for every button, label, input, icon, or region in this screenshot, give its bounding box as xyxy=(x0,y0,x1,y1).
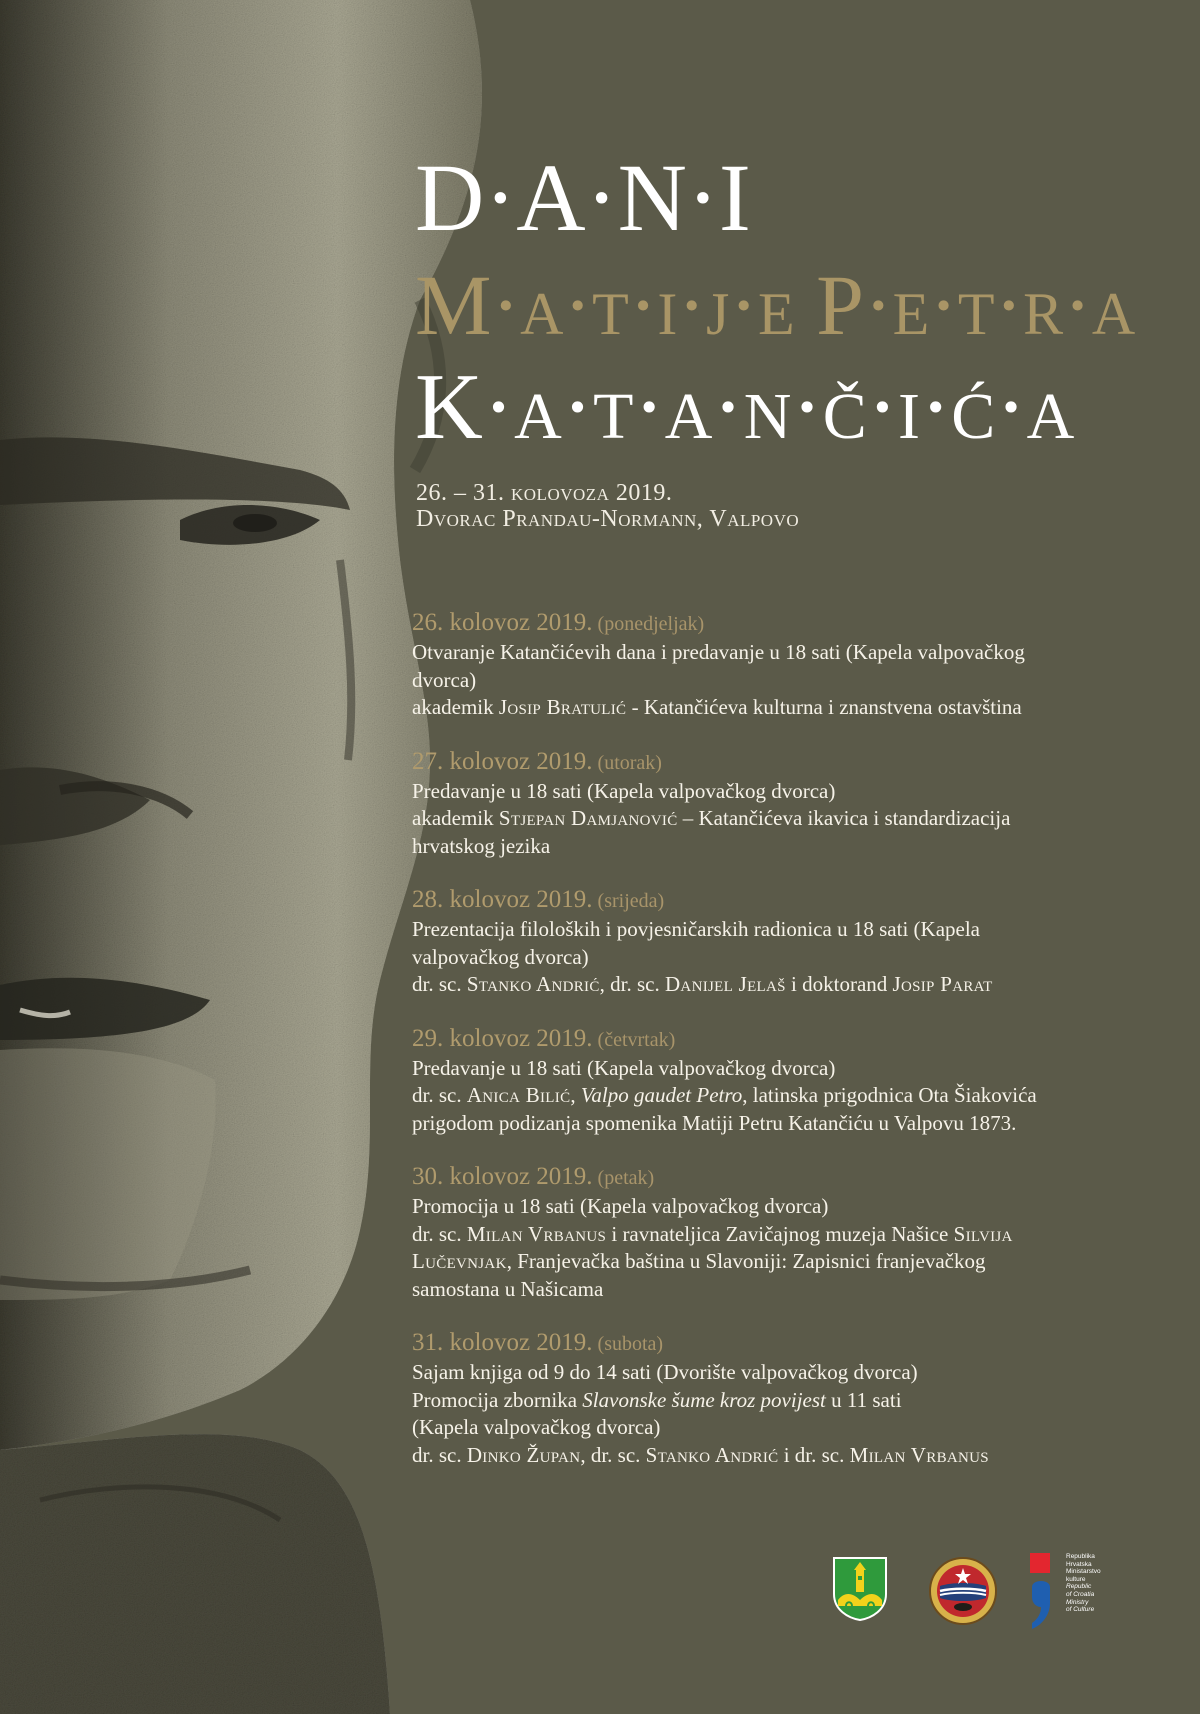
program-text: , dr. sc. xyxy=(599,972,665,996)
speaker-name: Danijel Jelaš xyxy=(664,972,786,996)
ministry-text-line: Ministarstvo xyxy=(1066,1568,1101,1576)
county-seal-icon xyxy=(928,1556,998,1626)
program-line xyxy=(412,778,1172,806)
book-title: Valpo gaudet Petro xyxy=(580,1083,743,1107)
program-text: samostana u Našicama xyxy=(412,1276,604,1301)
program-text: i dr. sc. xyxy=(778,1442,850,1467)
speaker-name: Silvija xyxy=(953,1221,1013,1246)
program-text: Promocija u 18 sati (Kapela valpovačkog dvorca) xyxy=(412,1194,829,1218)
day-weekday: (srijeda) xyxy=(592,890,665,912)
speaker-name: Josip Bratulić xyxy=(498,695,627,719)
speaker-name: Dinko Župan xyxy=(466,1442,581,1467)
program-text: Predavanje u 18 sati (Kapela valpovačkog dvorca) xyxy=(412,778,836,803)
program-line xyxy=(412,1221,1172,1249)
program-text: akademik xyxy=(412,806,499,830)
program-text: , latinska prigodnica Ota Šiakovića xyxy=(742,1083,1037,1107)
day-date: 26. kolovoz 2019. xyxy=(412,609,593,636)
program-text: , dr. sc. xyxy=(580,1442,646,1467)
speaker-name: Stanko Andrić xyxy=(645,1442,779,1467)
program-text: prigodom podizanja spomenika Matiji Petru Katančiću u Valpovu 1873. xyxy=(412,1110,1017,1135)
ministry-of-culture-logo-icon xyxy=(1030,1553,1060,1633)
day-date: 29. kolovoz 2019. xyxy=(412,1024,593,1052)
day-heading xyxy=(412,608,1172,639)
title-dani: D·A·N·I xyxy=(415,144,751,251)
venue: Dvorac Prandau-Normann, Valpovo xyxy=(416,506,800,532)
program-line xyxy=(412,1110,1172,1138)
program-day xyxy=(412,608,1172,722)
program-line xyxy=(412,1082,1172,1110)
program-text: hrvatskog jezika xyxy=(412,833,551,858)
speaker-name: Lučevnjak xyxy=(412,1249,507,1273)
program-line xyxy=(412,694,1172,722)
program-line xyxy=(412,971,1172,999)
program-line xyxy=(412,639,1172,667)
program-line xyxy=(412,833,1172,861)
program-text: Sajam knjiga od 9 do 14 sati (Dvorište valpovačkog dvorca) xyxy=(412,1360,918,1384)
day-heading xyxy=(412,1162,1172,1193)
program-text: u 11 sati xyxy=(825,1387,902,1412)
program-text: dr. sc. xyxy=(412,972,467,996)
day-heading xyxy=(412,1328,1172,1359)
program-text: (Kapela valpovačkog dvorca) xyxy=(412,1415,661,1439)
program-text: i doktorand xyxy=(785,972,893,996)
ministry-text-line: Ministry xyxy=(1066,1598,1089,1606)
program-line xyxy=(412,1276,1172,1304)
program-text: , xyxy=(570,1083,581,1107)
date-range: 26. – 31. kolovoza 2019. xyxy=(416,480,673,506)
day-date: 30. kolovoz 2019. xyxy=(412,1163,593,1190)
title-matije-petra: M·a·t·i·j·e P·e·t·r·a xyxy=(415,257,1136,353)
day-date: 27. kolovoz 2019. xyxy=(412,747,593,775)
day-heading xyxy=(412,1024,1172,1055)
program-day xyxy=(412,885,1172,999)
program-day xyxy=(412,747,1172,861)
program-list xyxy=(412,608,1172,1494)
program-day xyxy=(412,1162,1172,1303)
program-line xyxy=(412,916,1172,944)
ministry-text xyxy=(1066,1553,1136,1614)
ministry-text-line: Republic xyxy=(1066,1583,1092,1591)
day-weekday: (četvrtak) xyxy=(592,1028,676,1051)
ministry-text-line: Hrvatska xyxy=(1066,1560,1092,1568)
program-line xyxy=(412,805,1172,833)
program-text: Predavanje u 18 sati (Kapela valpovačkog dvorca) xyxy=(412,1055,836,1080)
program-text: akademik xyxy=(412,695,499,719)
speaker-name: Anica Bilić xyxy=(466,1083,571,1107)
program-text: , Franjevačka baština u Slavoniji: Zapisnici franjevačkog xyxy=(506,1249,986,1273)
day-date: 28. kolovoz 2019. xyxy=(412,886,593,913)
speaker-name: Stjepan Damjanović xyxy=(498,806,678,830)
day-weekday: (ponedjeljak) xyxy=(592,613,705,635)
program-line xyxy=(412,667,1172,695)
program-line xyxy=(412,1414,1172,1442)
program-line xyxy=(412,1193,1172,1221)
title-katancica: K·a·t·a·n·č·i·ć·a xyxy=(415,355,1075,459)
program-text: - Katančićeva kulturna i znanstvena ostavština xyxy=(626,695,1022,719)
day-weekday: (petak) xyxy=(592,1167,655,1189)
program-text: dr. sc. xyxy=(412,1221,467,1246)
ministry-text-line: kulture xyxy=(1066,1575,1086,1583)
program-line xyxy=(412,1387,1172,1415)
ministry-text-line: Republika xyxy=(1066,1553,1095,1560)
program-text: i ravnateljica Zavičajnog muzeja Našice xyxy=(606,1221,954,1246)
program-line xyxy=(412,1442,1172,1470)
speaker-name: Josip Parat xyxy=(892,972,993,996)
program-day xyxy=(412,1328,1172,1469)
program-day xyxy=(412,1024,1172,1138)
program-line xyxy=(412,1248,1172,1276)
program-text: dvorca) xyxy=(412,667,477,692)
program-text: dr. sc. xyxy=(412,1442,467,1467)
program-text: dr. sc. xyxy=(412,1083,467,1107)
program-text: – Katančićeva ikavica i standardizacija xyxy=(677,806,1011,830)
program-text: valpovačkog dvorca) xyxy=(412,944,589,969)
day-weekday: (subota) xyxy=(592,1333,664,1355)
day-heading xyxy=(412,747,1172,778)
valpovo-coat-of-arms-icon xyxy=(832,1556,888,1622)
book-title: Slavonske šume kroz povijest xyxy=(582,1387,826,1412)
program-line xyxy=(412,1359,1172,1387)
ministry-text-line: of Croatia xyxy=(1066,1590,1095,1598)
speaker-name: Stanko Andrić xyxy=(466,972,600,996)
speaker-name: Milan Vrbanus xyxy=(466,1221,607,1246)
ministry-text-line: of Culture xyxy=(1066,1606,1095,1614)
program-line xyxy=(412,944,1172,972)
day-heading xyxy=(412,885,1172,916)
speaker-name: Milan Vrbanus xyxy=(849,1442,989,1467)
day-date: 31. kolovoz 2019. xyxy=(412,1329,593,1356)
program-line xyxy=(412,1055,1172,1083)
program-text: Prezentacija filoloških i povjesničarskih radionica u 18 sati (Kapela xyxy=(412,917,980,941)
day-weekday: (utorak) xyxy=(592,751,662,774)
program-text: Otvaranje Katančićevih dana i predavanje u 18 sati (Kapela valpovačkog xyxy=(412,640,1025,664)
program-text: Promocija zbornika xyxy=(412,1387,583,1412)
